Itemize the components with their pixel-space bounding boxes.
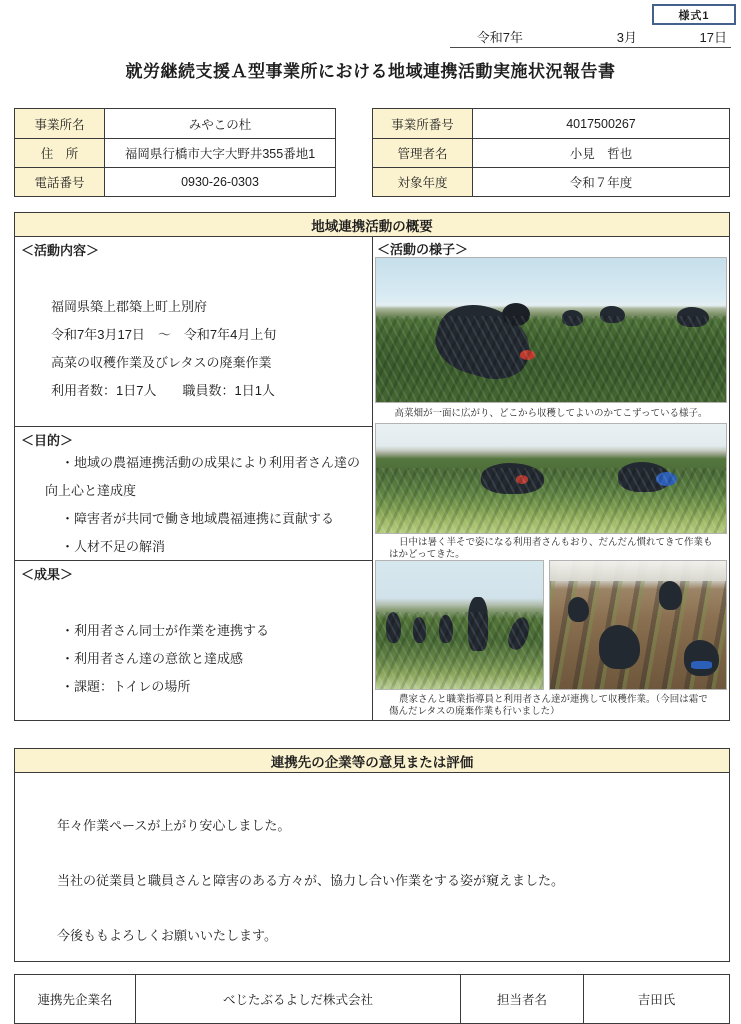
overview-body xyxy=(15,237,729,720)
worker-figure xyxy=(568,597,589,623)
activity-line: 利用者数：1日7人 職員数：1日1人 xyxy=(51,383,275,398)
row-value: 福岡県行橋市大字大野井355番地1 xyxy=(124,147,316,161)
table-row xyxy=(15,109,335,138)
table-row xyxy=(373,109,729,138)
activity-line: 高菜の収穫作業及びレタスの廃棄作業 xyxy=(51,355,272,370)
results-line: ・利用者さん同士が作業を連携する xyxy=(61,623,270,638)
worker-figure xyxy=(504,615,533,653)
date-era-year: 令和7年 xyxy=(476,30,523,45)
row-label: 管理者名 xyxy=(373,139,473,167)
worker-figure xyxy=(599,625,639,669)
worker-figure xyxy=(677,307,709,327)
feedback-section-header: 連携先の企業等の意見または評価 xyxy=(15,749,729,773)
table-row xyxy=(373,138,729,167)
page-title: 就労継続支援Ａ型事業所における地域連携活動実施状況報告書 xyxy=(125,62,616,81)
table-row xyxy=(373,167,729,196)
partner-company-value: べじたぶるよしだ株式会社 xyxy=(136,975,461,1023)
office-info-table-left xyxy=(14,108,336,197)
row-label: 電話番号 xyxy=(15,168,105,196)
feedback-paragraph: 今後ももよろしくお願いいたします。 xyxy=(57,928,277,943)
purpose-line: 向上心と達成度 xyxy=(45,483,137,498)
row-label: 住 所 xyxy=(15,139,105,167)
photos-heading: ＜活動の様子＞ xyxy=(377,242,469,257)
photo-caption-1: 高菜畑が一面に広がり、どこから収穫してよいのかてこずっている様子。 xyxy=(375,403,727,423)
partner-feedback-section xyxy=(14,748,730,962)
date-month: 3月 xyxy=(616,30,637,45)
partner-company-label: 連携先企業名 xyxy=(15,975,136,1023)
feedback-body xyxy=(15,773,729,944)
worker-figure xyxy=(439,615,452,643)
partner-company-table xyxy=(14,974,730,1024)
activity-line: 令和7年3月17日 ～ 令和7年4月上旬 xyxy=(51,327,277,342)
row-value: 小見 哲也 xyxy=(569,147,633,161)
date-day: 17日 xyxy=(699,30,727,45)
feedback-paragraph: 年々作業ペースが上がり安心しました。 xyxy=(57,818,291,833)
worker-figure xyxy=(684,640,719,676)
results-line: ・課題：トイレの場所 xyxy=(61,679,191,694)
activity-overview-section xyxy=(14,212,730,721)
results-line: ・利用者さん達の意欲と達成感 xyxy=(61,651,244,666)
activity-photo-pair xyxy=(375,560,727,690)
red-glove xyxy=(520,350,536,360)
worker-figure xyxy=(386,612,401,643)
row-value: 令和７年度 xyxy=(569,176,633,190)
activity-photo-3 xyxy=(375,560,544,690)
worker-figure xyxy=(600,306,625,323)
purpose-line: ・地域の農福連携活動の成果により利用者さん達の xyxy=(61,455,361,470)
worker-figure xyxy=(659,581,682,609)
purpose-line: ・障害者が共同で働き地域農福連携に貢献する xyxy=(61,511,335,526)
activity-photo-4 xyxy=(549,560,727,690)
overview-section-header: 地域連携活動の概要 xyxy=(15,213,729,237)
results-block xyxy=(15,561,372,720)
contact-person-value: 吉田氏 xyxy=(637,993,676,1007)
row-cover xyxy=(550,561,726,581)
purpose-line: ・人材不足の解消 xyxy=(61,539,166,554)
table-row xyxy=(15,138,335,167)
row-label: 対象年度 xyxy=(373,168,473,196)
purpose-block xyxy=(15,427,372,561)
activity-photo-1 xyxy=(375,257,727,403)
overview-photo-column xyxy=(373,237,729,720)
overview-text-column xyxy=(15,237,373,720)
activity-photo-2 xyxy=(375,423,727,534)
purpose-heading: ＜目的＞ xyxy=(21,433,74,448)
results-heading: ＜成果＞ xyxy=(21,567,74,582)
activity-content-block xyxy=(15,237,372,427)
worker-figure xyxy=(618,462,671,491)
feedback-paragraph: 当社の従業員と職員さんと障害のある方々が、協力し合い作業をする姿が窺えました。 xyxy=(57,873,565,888)
worker-figure xyxy=(413,617,426,643)
blue-bag xyxy=(656,472,677,486)
photo-caption-3: 農家さんと職業指導員と利用者さん達が連携して収穫作業。（今回は霜で傷んだレタスの廃棄作業も行いました） xyxy=(375,690,727,720)
worker-figure xyxy=(468,597,488,651)
row-value: みやこの杜 xyxy=(188,117,252,132)
activity-content-heading: ＜活動内容＞ xyxy=(21,243,100,258)
row-value: 4017500267 xyxy=(566,116,636,131)
worker-figure xyxy=(562,310,583,326)
worker-figure xyxy=(481,463,544,494)
date-underline xyxy=(450,47,731,48)
row-label: 事業所名 xyxy=(15,109,105,138)
row-value: 0930-26-0303 xyxy=(181,175,259,189)
table-row xyxy=(15,167,335,196)
activity-line: 福岡県築上郡築上町上別府 xyxy=(51,299,208,314)
worker-head xyxy=(502,303,530,326)
blue-stripe xyxy=(691,661,712,669)
form-number-tag: 様式1 xyxy=(652,4,736,25)
row-label: 事業所番号 xyxy=(373,109,473,138)
report-date xyxy=(0,27,741,45)
office-info-table-right xyxy=(372,108,730,197)
red-tool xyxy=(516,475,528,484)
photo-caption-2: 日中は暑く半そで姿になる利用者さんもおり、だんだん慣れてきて作業もはかどってきた。 xyxy=(375,534,727,560)
contact-person-label: 担当者名 xyxy=(461,975,584,1023)
